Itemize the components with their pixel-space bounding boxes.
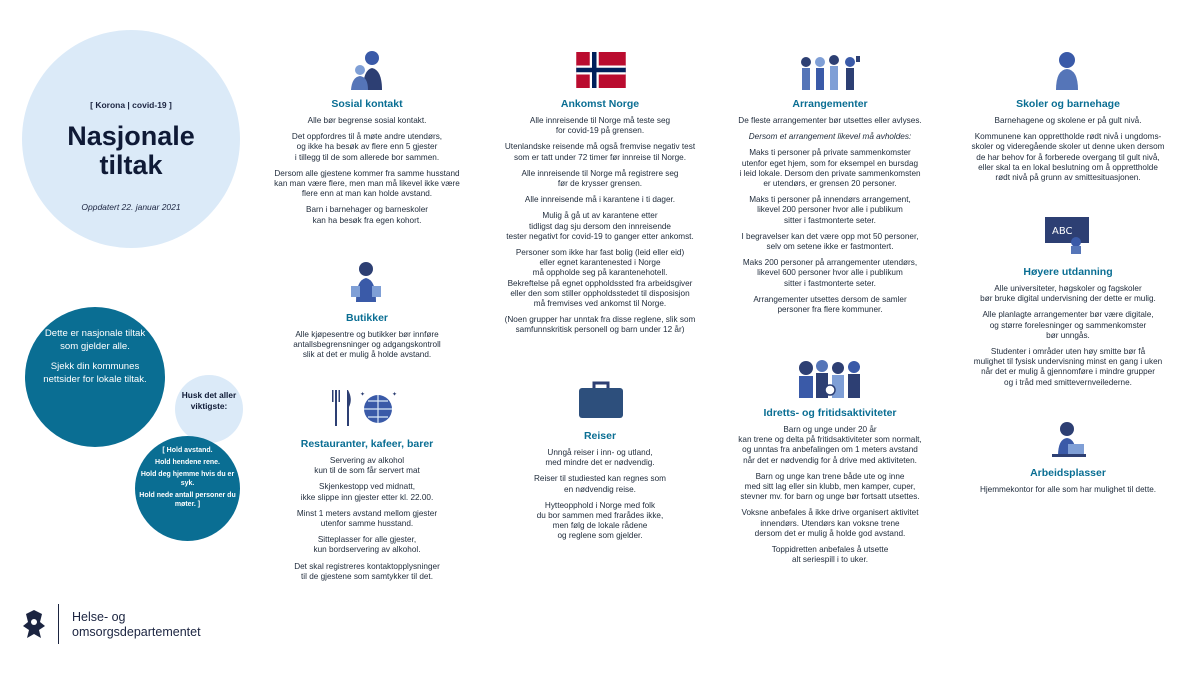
- svg-text:✦: ✦: [360, 391, 366, 398]
- title-line-1: Nasjonale: [67, 121, 195, 151]
- section-text: Barn og unge kan trene både ute og inne med sitt lag eller sin klubb, men kamper, cuper, stevner mv. for barn og unge bør fortsatt utsettes.: [740, 471, 920, 502]
- section-idrett: [720, 407, 940, 571]
- section-title: Restauranter, kafeer, barer: [300, 438, 434, 450]
- board-text: ABC: [1052, 226, 1073, 237]
- section-text: Det oppfordres til å møte andre utendørs, og ikke ha besøk av flere enn 5 gjester i tillegg til de som allerede bor sammen.: [291, 132, 443, 162]
- rules-circle: [135, 436, 240, 541]
- home-office-icon: [1050, 420, 1086, 460]
- rule-item: Hold deg hjemme hvis du er syk.: [140, 471, 235, 487]
- info-para-1: Dette er nasjonale tiltak som gjelder alle.: [44, 328, 146, 352]
- section-text: Utenlandske reisende må også fremvise negativ test som er tatt under 72 timer før innreise til Norge.: [504, 142, 696, 162]
- section-title: Butikker: [345, 312, 388, 324]
- svg-text:✦: ✦: [392, 391, 398, 398]
- section-reiser: [505, 430, 695, 548]
- rule-item: [ Hold avstand.: [162, 447, 213, 454]
- section-arrangementer: [720, 98, 940, 321]
- section-text: Maks ti personer på innendørs arrangement, likevel 200 personer hvor alle i publikum sitter i fastmonterte seter.: [749, 195, 911, 225]
- section-sosial: [270, 98, 464, 232]
- section-text: (Noen grupper har unntak fra disse reglene, slik som samfunnskritisk personell og barn under 12 år): [504, 315, 696, 335]
- section-text: Servering av alkohol kun til de som får servert mat: [314, 456, 420, 476]
- section-italic-text: Dersom et arrangement likevel må avholdes:: [748, 132, 912, 142]
- logo-divider: [58, 604, 59, 644]
- section-text: Alle innreisende må i karantene i ti dager.: [524, 195, 676, 205]
- section-text: Barn og unge under 20 år kan trene og delta på fritidsaktiviteter som normalt, og unntas fra anbefalingen om 1 meters avstand når det er nødvendig for å drive med aktiviteten.: [738, 425, 922, 465]
- section-text: Toppidretten anbefales å utsette alt seriespill i to uker.: [771, 545, 889, 565]
- section-text: Skjenkestopp ved midnatt, ikke slippe inn gjester etter kl. 22.00.: [300, 482, 434, 502]
- sports-team-icon: [796, 358, 868, 398]
- blackboard-icon: [1044, 216, 1090, 254]
- hero-circle: [22, 30, 240, 248]
- section-arbeid: [950, 467, 1186, 501]
- section-skoler: [950, 98, 1186, 189]
- section-title: Idretts- og fritidsaktiviteter: [763, 407, 897, 419]
- section-text: Voksne anbefales å ikke drive organisert aktivitet innendørs. Utendørs kan voksne trene dersom det er mulig å holde god avstand.: [741, 508, 919, 538]
- section-butikker: [270, 312, 464, 367]
- rule-item: Hold nede antall personer du møter. ]: [139, 492, 236, 508]
- section-restauranter: [270, 438, 464, 588]
- title-line-2: tiltak: [99, 150, 163, 180]
- section-text: Alle planlagte arrangementer bør være digitale, og større forelesninger og sammenkomster bør unngås.: [982, 310, 1154, 340]
- norway-flag-icon: [575, 52, 627, 88]
- section-text: Alle innreisende til Norge må registrere seg før de krysser grensen.: [521, 168, 679, 189]
- section-text: Hjemmekontor for alle som har mulighet til dette.: [979, 485, 1157, 494]
- child-icon: [1052, 50, 1082, 90]
- section-text: Maks ti personer på private sammenkomster utenfor eget hjem, som for eksempel en bursdag i leid lokale. Dersom den private sammenkomsten er utendørs, er grensen 20 personer.: [739, 148, 921, 189]
- section-text: Unngå reiser i inn- og utland, med mindre det er nødvendig.: [545, 448, 655, 468]
- ministry-line-2: omsorgsdepartementet: [72, 625, 201, 639]
- info-para-2: Sjekk din kommunes nettsider for lokale tiltak.: [43, 361, 147, 385]
- header-tag: [ Korona | covid-19 ]: [90, 100, 172, 110]
- section-text: Minst 1 meters avstand mellom gjester utenfor samme husstand.: [296, 508, 438, 529]
- section-title: Ankomst Norge: [560, 98, 640, 110]
- suitcase-icon: [578, 380, 624, 420]
- audience-icon: [798, 52, 864, 90]
- section-text: Sitteplasser for alle gjester, kun bordservering av alkohol.: [313, 535, 421, 555]
- page-title: [22, 122, 240, 180]
- people-talking-icon: [346, 48, 386, 90]
- section-text: Det skal registreres kontaktopplysninger til de gjestene som samtykker til det.: [294, 561, 440, 581]
- section-title: Arbeidsplasser: [1030, 467, 1106, 479]
- info-circle: [25, 307, 165, 447]
- section-title: Reiser: [583, 430, 617, 442]
- section-title: Skoler og barnehage: [1016, 98, 1120, 110]
- section-hoyere: [950, 266, 1186, 394]
- section-title: Arrangementer: [792, 98, 868, 110]
- restaurant-icon: [328, 387, 398, 429]
- section-text: Dersom alle gjestene kommer fra samme husstand kan man være flere, men man må likevel ikke være flere enn at man kan holde avstand.: [274, 168, 460, 199]
- section-text: Alle bør begrense sosial kontakt.: [307, 116, 427, 125]
- section-text: Alle kjøpesentre og butikker bør innføre antallsbegrensninger og adgangskontroll slik at det er mulig å holde avstand.: [293, 330, 441, 360]
- coat-of-arms-icon: [20, 608, 48, 640]
- section-text: Alle universiteter, høgskoler og fagskoler bør bruke digital undervisning der dette er mulig.: [980, 284, 1156, 304]
- section-text: Mulig å gå ut av karantene etter tidligst dag sju dersom den innreisende tester negativt for covid-19 to ganger etter ankomst.: [506, 211, 694, 241]
- section-text: Alle innreisende til Norge må teste seg for covid-19 på grensen.: [529, 116, 671, 136]
- section-title: Høyere utdanning: [1023, 266, 1113, 278]
- remember-circle: [175, 375, 243, 443]
- section-title: Sosial kontakt: [331, 98, 403, 110]
- section-text: Barn i barnehager og barneskoler kan ha besøk fra egen kohort.: [306, 205, 428, 225]
- updated-date: Oppdatert 22. januar 2021: [81, 202, 181, 212]
- ministry-name: [72, 610, 201, 640]
- section-text: I begravelser kan det være opp mot 50 personer, selv om setene ikke er fastmontert.: [741, 231, 919, 252]
- rule-item: Hold hendene rene.: [155, 459, 220, 466]
- section-text: Barnehagene og skolene er på gult nivå.: [994, 116, 1142, 125]
- section-text: De fleste arrangementer bør utsettes eller avlyses.: [738, 116, 922, 125]
- section-text: Hytteopphold i Norge med folk du bor sammen med frarådes ikke, men følg de lokale rådene og reglene som gjelder.: [536, 500, 664, 541]
- shopper-icon: [348, 260, 384, 302]
- section-text: Personer som ikke har fast bolig (leid eller eid) eller egnet karantenested i Norge må oppholde seg på karantenehotell. Bekreftelse på egnet oppholdssted fra arbeidsgiver eller den som stiller oppholdsstedet til disposisjon må fremvises ved ankomst til Norge.: [507, 248, 693, 309]
- section-text: Reiser til studiested kan regnes som en nødvendig reise.: [534, 474, 666, 494]
- section-ankomst: [490, 98, 710, 342]
- section-text: Maks 200 personer på arrangementer utendørs, likevel 600 personer hvor alle i publikum sitter i fastmonterte seter.: [742, 258, 918, 288]
- ministry-line-1: Helse- og: [72, 610, 126, 624]
- remember-label: Husk det aller viktigste:: [181, 390, 237, 411]
- section-text: Arrangementer utsettes dersom de samler personer fra flere kommuner.: [753, 294, 907, 315]
- section-text: Kommunene kan opprettholde rødt nivå i ungdoms- skoler og videregående skoler ut denne uken dersom de har behov for å forberede overgang til gult nivå, eller skal ta en lokal beslutning om å opprettholde rødt nivå på grunn av smittesituasjonen.: [971, 132, 1165, 183]
- section-text: Studenter i områder uten høy smitte bør få mulighet til fysisk undervisning minst en gang i uken når det er mulig å gjennomføre i mindre grupper og i tråd med smittevernveilederne.: [973, 347, 1163, 387]
